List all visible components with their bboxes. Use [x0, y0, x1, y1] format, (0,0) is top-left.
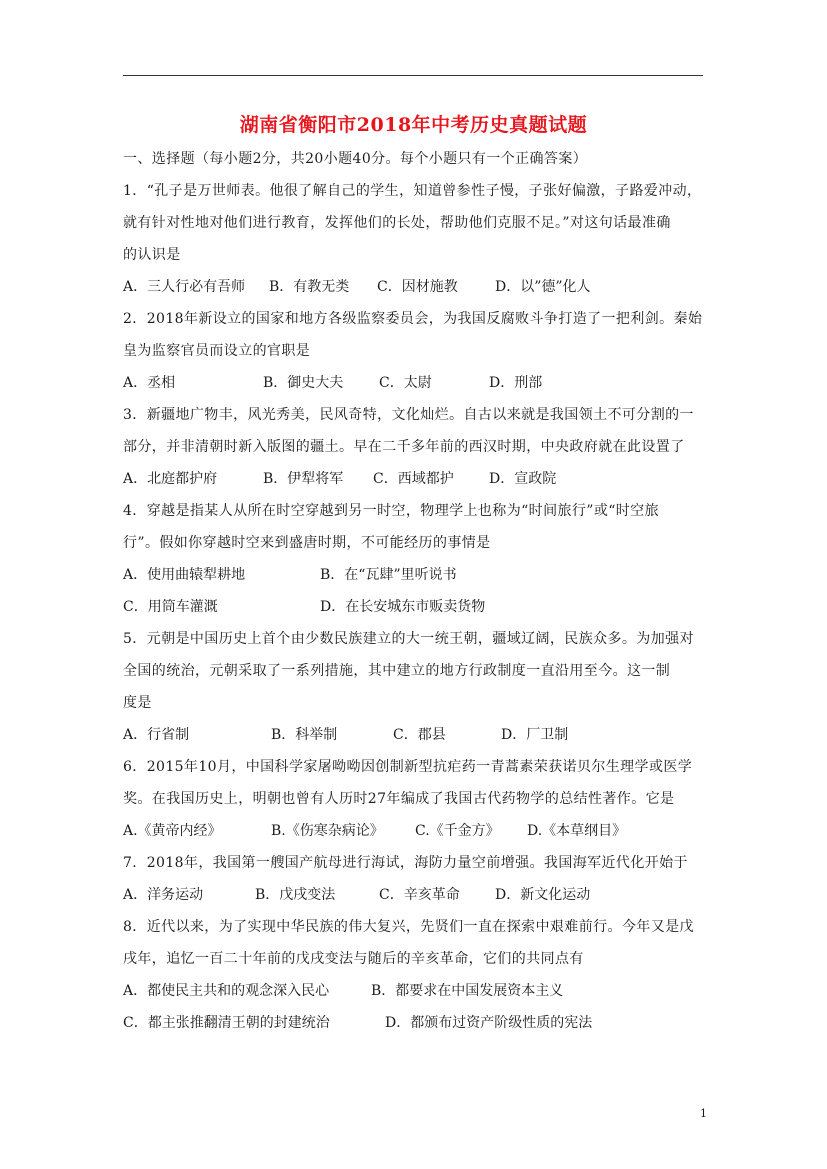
- question-text: 的认识是: [123, 247, 181, 263]
- option-c: C．郡县: [393, 727, 446, 743]
- option-d: D．宣政院: [489, 471, 557, 487]
- option-c: C．辛亥革命: [379, 887, 460, 903]
- option-d: D．以”德”化人: [495, 279, 591, 295]
- options-row: [123, 885, 703, 917]
- option-c: C．用筒车灌溉: [123, 599, 218, 615]
- options-row: [123, 565, 703, 597]
- question: [123, 501, 703, 629]
- option-a: A．丞相: [123, 375, 176, 391]
- question-text: 就有针对性地对他们进行教育，发挥他们的长处，帮助他们克服不足。”对这句话最准确: [123, 215, 671, 231]
- option-b: B．伊犁将军: [263, 471, 344, 487]
- question-text: 3．新疆地广物丰，风光秀美，民风奇特，文化灿烂。自古以来就是我国领土不可分割的一: [123, 407, 694, 423]
- option-d: D．厂卫制: [501, 727, 569, 743]
- options-row: [123, 725, 703, 757]
- option-d: D．刑部: [489, 375, 543, 391]
- option-d: D.《本草纲目》: [527, 823, 627, 839]
- option-d: D．新文化运动: [495, 887, 591, 903]
- question-text: 6．2015年10月，中国科学家屠呦呦因创制新型抗疟药一青蒿素荣获诺贝尔生理学或医学: [123, 759, 693, 775]
- question: [123, 629, 703, 757]
- question: [123, 405, 703, 501]
- question-text: 全国的统治，元朝采取了一系列措施，其中建立的地方行政制度一直沿用至今。这一制: [123, 663, 671, 679]
- question: [123, 917, 703, 1045]
- question-text: 戌年，追忆一百二十年前的戊戌变法与随后的辛亥革命，它们的共同点有: [123, 951, 584, 967]
- options-row: [123, 469, 703, 501]
- option-c: C．因材施教: [377, 279, 458, 295]
- question-text: 行”。假如你穿越时空来到盛唐时期，不可能经历的事情是: [123, 535, 491, 551]
- option-c: C．西域都护: [373, 471, 454, 487]
- question: [123, 757, 703, 853]
- page-number: 1: [700, 1107, 707, 1120]
- option-a: A．三人行必有吾师: [123, 279, 246, 295]
- option-a: A．洋务运动: [123, 887, 204, 903]
- question: [123, 309, 703, 405]
- option-b: B．都要求在中国发展资本主义: [371, 983, 564, 999]
- option-b: B．御史大夫: [263, 375, 344, 391]
- question: [123, 853, 703, 917]
- question-text: 4．穿越是指某人从所在时空穿越到另一时空，物理学上也称为“时间旅行”或“时空旅: [123, 503, 659, 519]
- page-title: 湖南省衡阳市2018年中考历史真题试题: [239, 114, 588, 136]
- options-row: [123, 821, 703, 853]
- question-text: 皇为监察官员而设立的官职是: [123, 343, 311, 359]
- question: [123, 181, 703, 309]
- question-text: 部分，并非清朝时新入版图的疆土。早在二千多年前的西汉时期，中央政府就在此设置了: [123, 439, 685, 455]
- question-text: 8．近代以来，为了实现中华民族的伟大复兴，先贤们一直在探索中艰难前行。今年又是戊: [123, 919, 694, 935]
- header-rule: [123, 75, 703, 76]
- question-text: 5．元朝是中国历史上首个由少数民族建立的大一统王朝，疆域辽阔，民族众多。为加强对: [123, 631, 694, 647]
- option-a: A．使用曲辕犁耕地: [123, 567, 246, 583]
- options-row: [123, 597, 703, 629]
- question-text: 1．“孔子是万世师表。他很了解自己的学生，知道曾参性子慢，子张好偏激，子路爱冲动，: [123, 183, 702, 199]
- question-text: 奖。在我国历史上，明朝也曾有人历时27年编成了我国古代药物学的总结性著作。它是: [123, 791, 675, 807]
- option-d: D．在长安城东市贩卖货物: [320, 599, 486, 615]
- question-list: [123, 149, 703, 1045]
- option-c: C．太尉: [379, 375, 432, 391]
- option-c: C．都主张推翻清王朝的封建统治: [123, 1015, 330, 1031]
- section-heading: 一、选择题（每小题2分，共20小题40分。每个小题只有一个正确答案）: [123, 151, 588, 167]
- option-a: A.《黄帝内经》: [123, 823, 222, 839]
- option-a: A．都使民主共和的观念深入民心: [123, 983, 330, 999]
- option-d: D．都颁布过资产阶级性质的宪法: [385, 1015, 593, 1031]
- option-a: A．行省制: [123, 727, 190, 743]
- option-b: B.《伤寒杂病论》: [271, 823, 384, 839]
- options-row: [123, 981, 703, 1013]
- option-b: B．在“瓦肆”里听说书: [320, 567, 457, 583]
- option-b: B．戊戌变法: [255, 887, 336, 903]
- question-text: 2．2018年新设立的国家和地方各级监察委员会，为我国反腐败斗争打造了一把利剑。秦始: [123, 311, 703, 327]
- options-row: [123, 1013, 703, 1045]
- options-row: [123, 373, 703, 405]
- option-a: A．北庭都护府: [123, 471, 218, 487]
- question-text: 度是: [123, 695, 152, 711]
- option-b: B．科举制: [271, 727, 338, 743]
- option-c: C.《千金方》: [415, 823, 500, 839]
- question-text: 7．2018年，我国第一艘国产航母进行海试，海防力量空前增强。我国海军近代化开始于: [123, 855, 688, 871]
- options-row: [123, 277, 703, 309]
- option-b: B．有教无类: [269, 279, 350, 295]
